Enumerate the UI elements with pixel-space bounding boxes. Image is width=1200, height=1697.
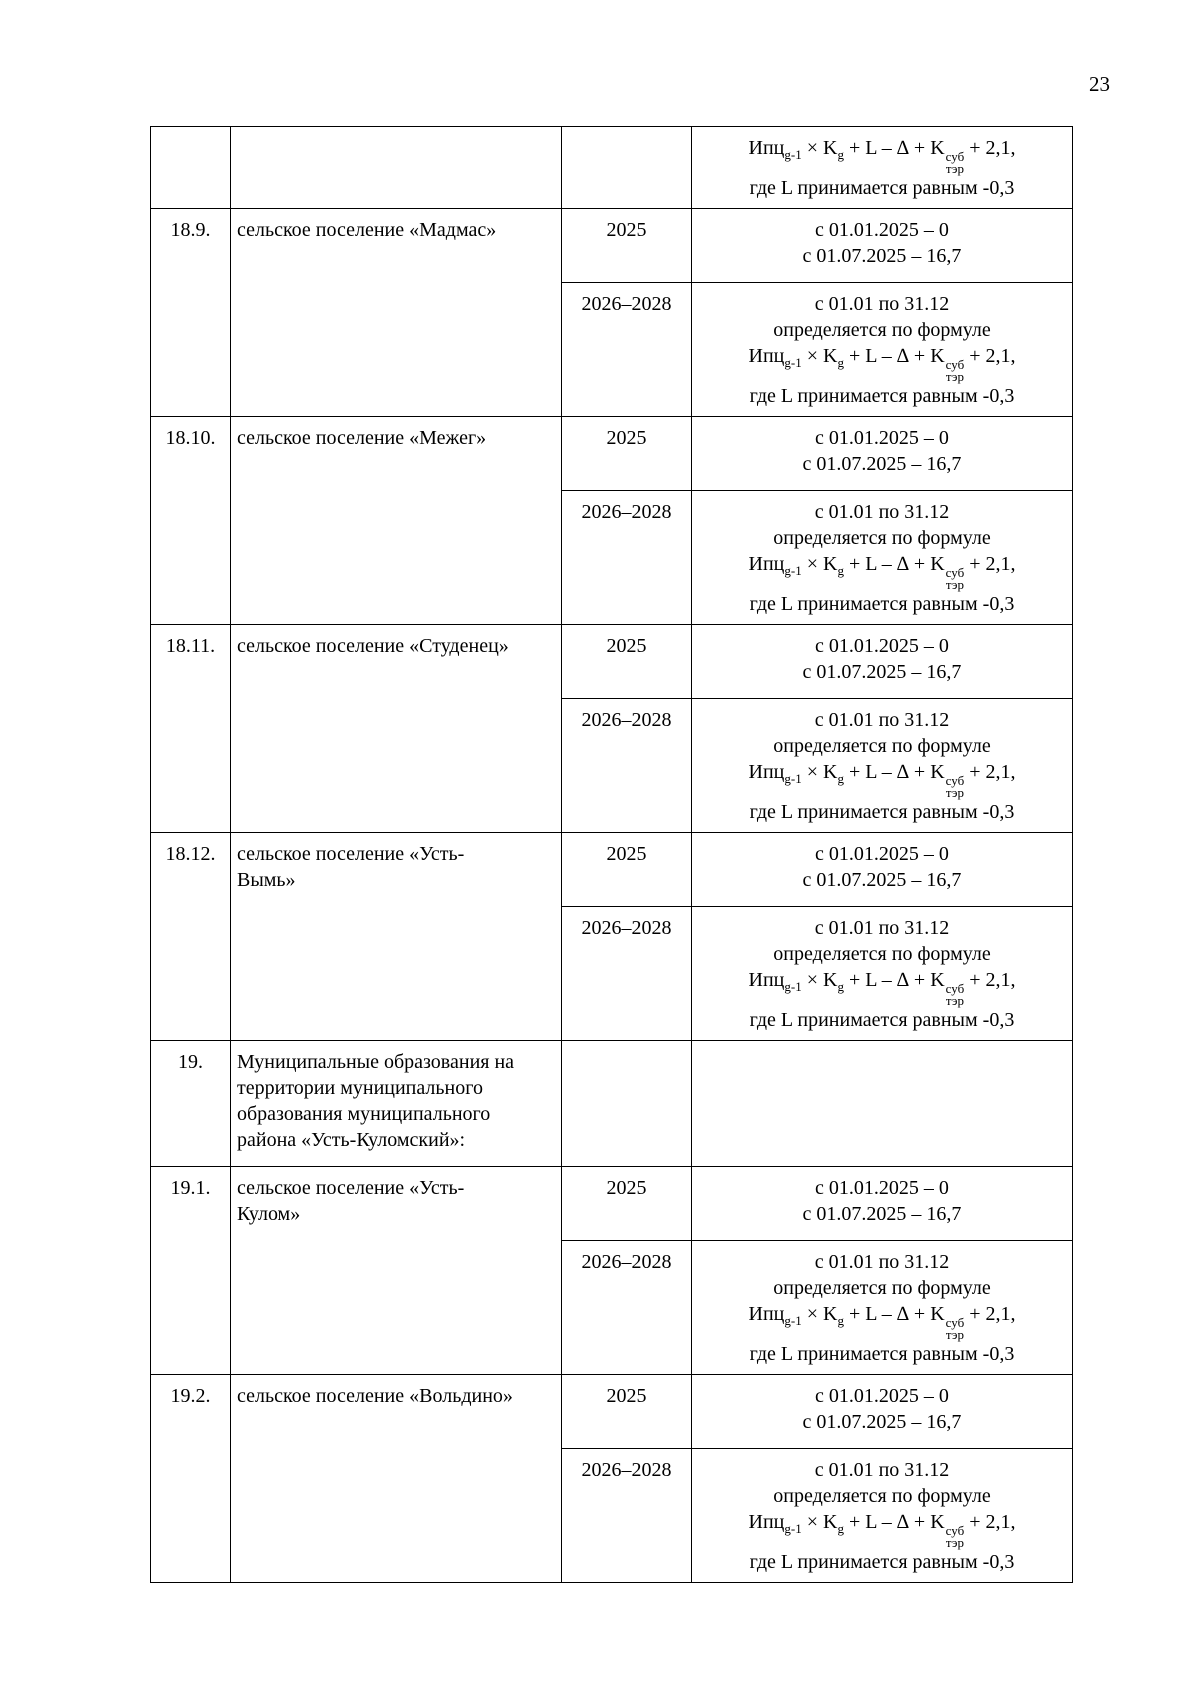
value-line: с 01.07.2025 – 16,7 bbox=[802, 1203, 962, 1225]
formula-text: Ипц bbox=[748, 761, 785, 783]
formula-text: × K bbox=[801, 553, 838, 575]
year-cell: 2026–2028 bbox=[562, 907, 692, 1041]
table-row bbox=[151, 1041, 1073, 1167]
municipality-name: сельское поселение «Студенец» bbox=[231, 625, 562, 833]
formula-subscript: g-1 bbox=[784, 147, 802, 162]
formula-text: + L – ∆ + K bbox=[843, 345, 945, 367]
formula-text: + 2,1, bbox=[964, 137, 1016, 159]
table-cell bbox=[562, 127, 692, 209]
formula-text: + 2,1, bbox=[964, 553, 1016, 575]
formula-subscript: тэр bbox=[945, 369, 964, 384]
formula-k-indices bbox=[946, 983, 965, 1007]
formula-text: + 2,1, bbox=[964, 345, 1016, 367]
formula-cell bbox=[692, 127, 1073, 209]
formula-text: + L – ∆ + K bbox=[843, 553, 945, 575]
value-cell bbox=[692, 1375, 1073, 1449]
formula-superscript: суб bbox=[945, 1315, 965, 1330]
municipality-name: сельское поселение «Мадмас» bbox=[231, 209, 562, 417]
tariff-table bbox=[150, 126, 1073, 1583]
formula-subscript: тэр bbox=[945, 785, 964, 800]
formula-subscript: g bbox=[837, 771, 844, 786]
row-number: 18.9. bbox=[151, 209, 231, 417]
formula-subscript: g-1 bbox=[784, 1313, 802, 1328]
formula-cell bbox=[692, 1241, 1073, 1375]
value-line: с 01.01 по 31.12 bbox=[814, 709, 950, 731]
municipality-name: сельское поселение «Вольдино» bbox=[231, 1375, 562, 1583]
formula-text: + L – ∆ + K bbox=[843, 137, 945, 159]
value-line: определяется по формуле bbox=[773, 319, 991, 341]
formula-text: + 2,1, bbox=[964, 969, 1016, 991]
formula-text: Ипц bbox=[748, 345, 785, 367]
formula-text: × K bbox=[801, 1303, 838, 1325]
formula-text: Ипц bbox=[748, 1303, 785, 1325]
formula-text: × K bbox=[801, 345, 838, 367]
formula-superscript: суб bbox=[945, 773, 965, 788]
row-number: 19.1. bbox=[151, 1167, 231, 1375]
municipality-name bbox=[231, 833, 562, 1041]
formula-subscript: g bbox=[837, 147, 844, 162]
formula-superscript: суб bbox=[945, 149, 965, 164]
formula-note: где L принимается равным -0,3 bbox=[749, 1009, 1015, 1031]
formula-superscript: суб bbox=[945, 357, 965, 372]
formula-subscript: g-1 bbox=[784, 1521, 802, 1536]
name-line: Муниципальные образования на bbox=[237, 1051, 515, 1073]
formula-k-indices bbox=[946, 1317, 965, 1341]
formula-k-indices bbox=[946, 775, 965, 799]
municipality-group-name bbox=[231, 1041, 562, 1167]
formula-k-indices bbox=[946, 567, 965, 591]
year-cell: 2026–2028 bbox=[562, 1241, 692, 1375]
formula-subscript: тэр bbox=[945, 1535, 964, 1550]
formula-cell bbox=[692, 907, 1073, 1041]
value-line: с 01.01.2025 – 0 bbox=[815, 1177, 949, 1199]
value-line: с 01.07.2025 – 16,7 bbox=[802, 453, 962, 475]
formula-note: где L принимается равным -0,3 bbox=[749, 1551, 1015, 1573]
formula-cell bbox=[692, 283, 1073, 417]
table-cell bbox=[151, 127, 231, 209]
table-cell bbox=[562, 1041, 692, 1167]
value-line: с 01.01.2025 – 0 bbox=[815, 427, 949, 449]
formula-note: где L принимается равным -0,3 bbox=[749, 177, 1015, 199]
table-row bbox=[151, 209, 1073, 283]
value-line: с 01.01.2025 – 0 bbox=[815, 635, 949, 657]
year-cell: 2025 bbox=[562, 1167, 692, 1241]
row-number: 19.2. bbox=[151, 1375, 231, 1583]
value-cell bbox=[692, 417, 1073, 491]
formula-text: + 2,1, bbox=[964, 1511, 1016, 1533]
formula-cell bbox=[692, 699, 1073, 833]
formula-cell bbox=[692, 1449, 1073, 1583]
formula bbox=[749, 759, 1016, 799]
formula-note: где L принимается равным -0,3 bbox=[749, 1343, 1015, 1365]
table-row bbox=[151, 127, 1073, 209]
table-cell bbox=[692, 1041, 1073, 1167]
value-line: с 01.07.2025 – 16,7 bbox=[802, 245, 962, 267]
year-cell: 2026–2028 bbox=[562, 1449, 692, 1583]
formula-subscript: g bbox=[837, 979, 844, 994]
formula-subscript: g-1 bbox=[784, 979, 802, 994]
formula-subscript: g bbox=[837, 355, 844, 370]
formula-subscript: тэр bbox=[945, 161, 964, 176]
formula-subscript: g bbox=[837, 1521, 844, 1536]
name-line: района «Усть-Куломский»: bbox=[237, 1129, 466, 1151]
value-line: определяется по формуле bbox=[773, 527, 991, 549]
table-row bbox=[151, 417, 1073, 491]
name-line: Кулом» bbox=[237, 1203, 301, 1225]
formula bbox=[749, 551, 1016, 591]
year-cell: 2025 bbox=[562, 625, 692, 699]
year-cell: 2025 bbox=[562, 209, 692, 283]
formula-subscript: тэр bbox=[945, 1327, 964, 1342]
year-cell: 2026–2028 bbox=[562, 283, 692, 417]
name-line: территории муниципального bbox=[237, 1077, 483, 1099]
formula-subscript: g-1 bbox=[784, 355, 802, 370]
municipality-name bbox=[231, 1167, 562, 1375]
value-line: с 01.07.2025 – 16,7 bbox=[802, 869, 962, 891]
value-line: с 01.01.2025 – 0 bbox=[815, 843, 949, 865]
value-line: с 01.01 по 31.12 bbox=[814, 1459, 950, 1481]
row-number: 18.11. bbox=[151, 625, 231, 833]
formula-text: Ипц bbox=[748, 1511, 785, 1533]
value-line: с 01.07.2025 – 16,7 bbox=[802, 661, 962, 683]
formula bbox=[749, 135, 1016, 175]
formula-text: Ипц bbox=[748, 553, 785, 575]
formula-text: × K bbox=[801, 1511, 838, 1533]
value-line: определяется по формуле bbox=[773, 1485, 991, 1507]
value-line: с 01.01 по 31.12 bbox=[814, 917, 950, 939]
formula-subscript: g bbox=[837, 563, 844, 578]
formula-text: × K bbox=[801, 761, 838, 783]
value-line: с 01.01 по 31.12 bbox=[814, 501, 950, 523]
value-line: с 01.01.2025 – 0 bbox=[815, 219, 949, 241]
formula-subscript: тэр bbox=[945, 993, 964, 1008]
formula-text: + 2,1, bbox=[964, 761, 1016, 783]
formula-text: × K bbox=[801, 137, 838, 159]
year-cell: 2025 bbox=[562, 833, 692, 907]
year-cell: 2026–2028 bbox=[562, 491, 692, 625]
formula-superscript: суб bbox=[945, 981, 965, 996]
row-number: 19. bbox=[151, 1041, 231, 1167]
year-cell: 2026–2028 bbox=[562, 699, 692, 833]
page-number: 23 bbox=[1089, 72, 1110, 96]
value-line: определяется по формуле bbox=[773, 1277, 991, 1299]
formula-text: Ипц bbox=[748, 969, 785, 991]
formula-note: где L принимается равным -0,3 bbox=[749, 593, 1015, 615]
table-row bbox=[151, 1375, 1073, 1449]
value-cell bbox=[692, 625, 1073, 699]
value-cell bbox=[692, 209, 1073, 283]
formula bbox=[749, 343, 1016, 383]
formula-k-indices bbox=[946, 151, 965, 175]
year-cell: 2025 bbox=[562, 417, 692, 491]
formula-cell bbox=[692, 491, 1073, 625]
table-row bbox=[151, 1167, 1073, 1241]
value-line: с 01.01 по 31.12 bbox=[814, 293, 950, 315]
value-line: с 01.01 по 31.12 bbox=[814, 1251, 950, 1273]
formula-text: × K bbox=[801, 969, 838, 991]
formula-text: + L – ∆ + K bbox=[843, 1511, 945, 1533]
formula-note: где L принимается равным -0,3 bbox=[749, 385, 1015, 407]
municipality-name: сельское поселение «Межег» bbox=[231, 417, 562, 625]
formula-note: где L принимается равным -0,3 bbox=[749, 801, 1015, 823]
row-number: 18.12. bbox=[151, 833, 231, 1041]
table-row bbox=[151, 833, 1073, 907]
formula-superscript: суб bbox=[945, 1523, 965, 1538]
formula-k-indices bbox=[946, 1525, 965, 1549]
formula-text: Ипц bbox=[748, 137, 785, 159]
value-line: с 01.01.2025 – 0 bbox=[815, 1385, 949, 1407]
formula bbox=[749, 967, 1016, 1007]
row-number: 18.10. bbox=[151, 417, 231, 625]
formula-k-indices bbox=[946, 359, 965, 383]
table-cell bbox=[231, 127, 562, 209]
name-line: сельское поселение «Усть- bbox=[237, 843, 465, 865]
value-line: с 01.07.2025 – 16,7 bbox=[802, 1411, 962, 1433]
name-line: Вымь» bbox=[237, 869, 296, 891]
value-line: определяется по формуле bbox=[773, 735, 991, 757]
formula-text: + 2,1, bbox=[964, 1303, 1016, 1325]
formula-subscript: g-1 bbox=[784, 771, 802, 786]
value-cell bbox=[692, 833, 1073, 907]
name-line: образования муниципального bbox=[237, 1103, 491, 1125]
value-cell bbox=[692, 1167, 1073, 1241]
name-line: сельское поселение «Усть- bbox=[237, 1177, 465, 1199]
table-row bbox=[151, 625, 1073, 699]
formula-text: + L – ∆ + K bbox=[843, 969, 945, 991]
formula bbox=[749, 1509, 1016, 1549]
year-cell: 2025 bbox=[562, 1375, 692, 1449]
formula-text: + L – ∆ + K bbox=[843, 1303, 945, 1325]
formula-text: + L – ∆ + K bbox=[843, 761, 945, 783]
formula-subscript: g bbox=[837, 1313, 844, 1328]
formula-subscript: g-1 bbox=[784, 563, 802, 578]
value-line: определяется по формуле bbox=[773, 943, 991, 965]
formula-superscript: суб bbox=[945, 565, 965, 580]
formula-subscript: тэр bbox=[945, 577, 964, 592]
formula bbox=[749, 1301, 1016, 1341]
